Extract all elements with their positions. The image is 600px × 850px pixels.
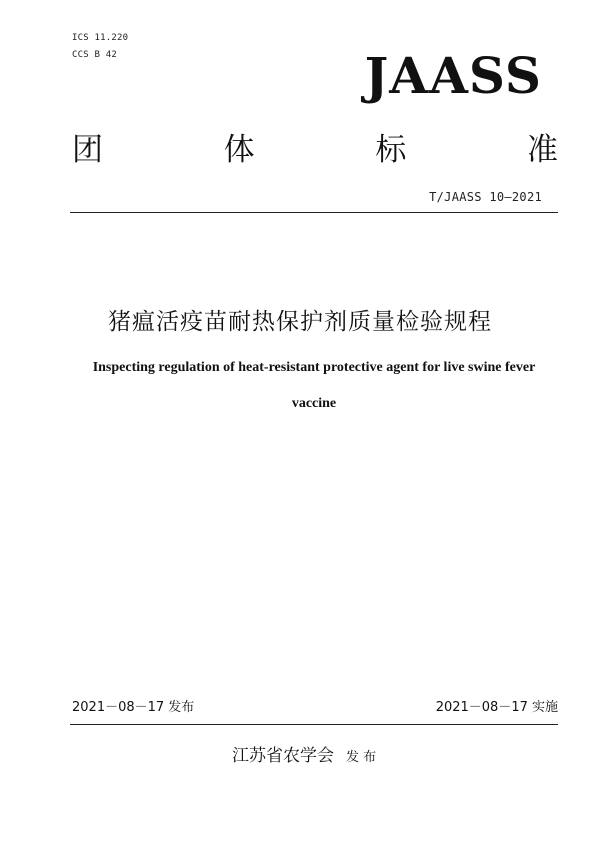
issuer — [232, 744, 376, 770]
date-row — [72, 698, 558, 718]
brand-logo: JAASS — [364, 46, 542, 105]
ccs-code: CCS B 42 — [72, 50, 117, 60]
publish-date: 2021－08－17 发布 — [72, 700, 195, 715]
standard-type-char: 准 — [526, 132, 558, 168]
ics-code: ICS 11.220 — [72, 33, 129, 43]
classification-codes — [72, 30, 128, 64]
standard-type-char: 体 — [223, 132, 255, 168]
document-title-english: Inspecting regulation of heat-resistant protective agent for live swine fever vaccine — [92, 360, 536, 411]
document-title-chinese: 猪瘟活疫苗耐热保护剂质量检验规程 — [108, 309, 492, 335]
standard-type-char: 团 — [72, 132, 103, 168]
issuer-name: 江苏省农学会 — [232, 746, 334, 766]
standard-type-heading — [72, 130, 558, 170]
bottom-divider — [70, 724, 558, 725]
standard-type-char: 标 — [375, 132, 407, 168]
top-divider — [70, 212, 558, 213]
issuer-action: 发 布 — [346, 750, 377, 765]
implementation-date: 2021－08－17 实施 — [435, 700, 558, 715]
standard-code: T/JAASS 10—2021 — [429, 190, 542, 204]
